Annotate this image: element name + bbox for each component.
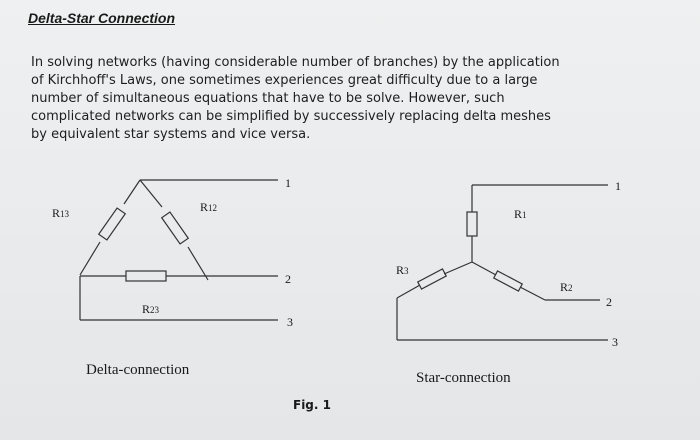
star-wire	[397, 285, 420, 298]
star-wire	[520, 287, 545, 300]
r23-label: R23	[142, 302, 160, 316]
delta-node2-label: 2	[285, 272, 291, 286]
section-heading: Delta-Star Connection	[28, 10, 176, 26]
delta-wire	[124, 180, 140, 204]
r1-resistor	[467, 212, 477, 236]
star-node1-label: 1	[615, 179, 621, 193]
delta-network	[80, 180, 278, 320]
delta-caption: Delta-connection	[86, 362, 190, 378]
r3-resistor	[418, 269, 446, 289]
star-network	[397, 185, 608, 340]
delta-node3-label: 3	[287, 315, 293, 329]
paragraph-line: complicated networks can be simplified by successively replacing delta meshes	[31, 109, 551, 124]
paragraph-line: number of simultaneous equations that have to be solve. However, such	[31, 91, 505, 106]
star-wire	[444, 262, 472, 274]
star-node3-label: 3	[612, 335, 618, 349]
r23-resistor	[126, 271, 166, 281]
r13-label: R13	[52, 206, 70, 220]
delta-wire	[80, 242, 100, 275]
r2-label: R2	[560, 280, 573, 294]
r2-resistor	[494, 271, 522, 291]
r3-label: R3	[396, 263, 409, 277]
paragraph-line: of Kirchhoff's Laws, one sometimes experiences great difficulty due to a large	[31, 73, 538, 88]
star-wire	[472, 262, 496, 275]
delta-wire	[188, 247, 208, 280]
figure-label: Fig. 1	[293, 398, 331, 412]
r12-resistor	[162, 212, 189, 244]
r12-label: R12	[200, 200, 218, 214]
r13-resistor	[99, 208, 126, 240]
paragraph-line: by equivalent star systems and vice versa.	[31, 127, 311, 142]
star-caption: Star-connection	[416, 370, 511, 386]
delta-node1-label: 1	[285, 176, 291, 190]
star-node2-label: 2	[606, 295, 612, 309]
r1-label: R1	[514, 207, 527, 221]
delta-wire	[140, 180, 162, 207]
paragraph-line: In solving networks (having considerable number of branches) by the application	[31, 55, 560, 70]
